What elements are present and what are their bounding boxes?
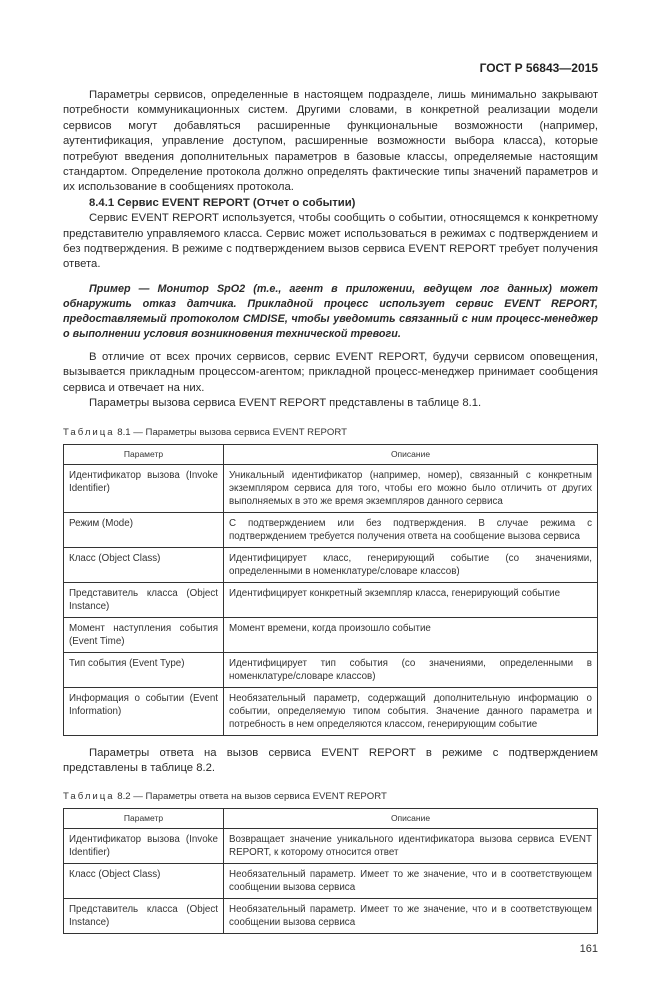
example-note: Пример — Монитор SpO2 (т.е., агент в приложении, ведущем лог данных) может обнаружить отказ датчика. Прикладной процесс использует сервис EVENT REPORT, предоставляемый протоколом CMDISE, чтобы уведомить связанный с ним процесс-менеджер о выполнении условия возникновения технической тревоги.	[63, 282, 598, 340]
table-row	[64, 512, 598, 547]
description-cell: Возвращает значение уникального идентификатора вызова сервиса EVENT REPORT, к которому относится ответ	[224, 829, 598, 864]
caption-label: Таблица	[63, 426, 115, 438]
param-cell: Класс (Object Class)	[64, 547, 224, 582]
agent-paragraph: В отличие от всех прочих сервисов, сервис EVENT REPORT, будучи сервисом оповещения, вызывается прикладным процессом-агентом; прикладной процесс-менеджер принимает сообщения сервиса и отвечает на них.	[63, 350, 598, 394]
table-row	[64, 864, 598, 899]
table2-caption	[63, 790, 598, 803]
column-header: Параметр	[64, 444, 224, 464]
description-cell: Необязательный параметр. Имеет то же значение, что и в соответствующем сообщении вызова сервиса	[224, 864, 598, 899]
table-row	[64, 829, 598, 864]
table-header-row	[64, 444, 598, 464]
table-8-1	[63, 444, 598, 736]
caption-label: Таблица	[63, 791, 115, 803]
caption-text: 8.1 — Параметры вызова сервиса EVENT REPORT	[114, 426, 347, 438]
intro-paragraph: Параметры сервисов, определенные в настоящем подразделе, лишь минимально закрывают потребности коммуникационных систем. Другими словами, в конкретной реализации модели сервисов могут добавляться расширенные функциональные возможности (например, аутентификация, управление доступом, расширенные возможности выбора класса), которые потребуют введения дополнительных параметров в базовые классы, определяемые настоящим стандартом. Определение протокола должно определять фактические типы значений параметров и их использование в сообщениях протокола.	[63, 89, 598, 194]
table-row	[64, 547, 598, 582]
column-header: Описание	[224, 444, 598, 464]
table-ref-paragraph: Параметры вызова сервиса EVENT REPORT представлены в таблице 8.1.	[89, 397, 482, 410]
param-cell: Режим (Mode)	[64, 512, 224, 547]
param-cell: Тип события (Event Type)	[64, 652, 224, 687]
service-description-paragraph: Сервис EVENT REPORT используется, чтобы сообщить о событии, относящемся к конкретному представителю управляемого класса. Сервис может использоваться в режимах с подтверждением и без подтверждения. В режиме с подтверждением вызов сервиса EVENT REPORT требует получения ответа.	[63, 212, 598, 271]
param-cell: Представитель класса (Object Instance)	[64, 899, 224, 934]
document-page	[63, 0, 598, 996]
column-header: Параметр	[64, 809, 224, 829]
description-cell: Идентифицирует конкретный экземпляр класса, генерирующий событие	[224, 582, 598, 617]
column-header: Описание	[224, 809, 598, 829]
table1-caption	[63, 426, 598, 439]
description-cell: Уникальный идентификатор (например, номер), связанный с конкретным экземпляром сервиса для того, чтобы его можно было отличить от других выполняемых в это же время экземпляров данного сервиса	[224, 464, 598, 512]
description-cell: Момент времени, когда произошло событие	[224, 617, 598, 652]
description-cell: Необязательный параметр, содержащий дополнительную информацию о событии, определяемую типом события. Значение данного параметра и потребность в нем определяются классом, генерирующим событие	[224, 687, 598, 735]
param-cell: Класс (Object Class)	[64, 864, 224, 899]
table-8-2	[63, 808, 598, 934]
table-header-row	[64, 809, 598, 829]
table-row	[64, 464, 598, 512]
description-cell: С подтверждением или без подтверждения. В случае режима с подтверждением требуется получения ответа на сообщение вызова сервиса	[224, 512, 598, 547]
document-id-header: ГОСТ Р 56843—2015	[479, 61, 598, 75]
param-cell: Момент наступления события (Event Time)	[64, 617, 224, 652]
param-cell: Представитель класса (Object Instance)	[64, 582, 224, 617]
caption-text: 8.2 — Параметры ответа на вызов сервиса EVENT REPORT	[114, 791, 387, 803]
description-cell: Идентифицирует класс, генерирующий событие (со значениями, определенными в номенклатуре/словаре классов)	[224, 547, 598, 582]
description-cell: Необязательный параметр. Имеет то же значение, что и в соответствующем сообщении вызова сервиса	[224, 899, 598, 934]
param-cell: Идентификатор вызова (Invoke Identifier)	[64, 829, 224, 864]
page-number: 161	[579, 943, 598, 956]
section-heading: 8.4.1 Сервис EVENT REPORT (Отчет о событии)	[89, 196, 356, 209]
description-cell: Идентифицирует тип события (со значениями, определенными в номенклатуре/словаре классов)	[224, 652, 598, 687]
table-row	[64, 582, 598, 617]
table-row	[64, 687, 598, 735]
table-row	[64, 652, 598, 687]
table-row	[64, 617, 598, 652]
param-cell: Информация о событии (Event Information)	[64, 687, 224, 735]
response-paragraph: Параметры ответа на вызов сервиса EVENT REPORT в режиме с подтверждением представлены в таблице 8.2.	[63, 746, 598, 774]
table-row	[64, 899, 598, 934]
param-cell: Идентификатор вызова (Invoke Identifier)	[64, 464, 224, 512]
